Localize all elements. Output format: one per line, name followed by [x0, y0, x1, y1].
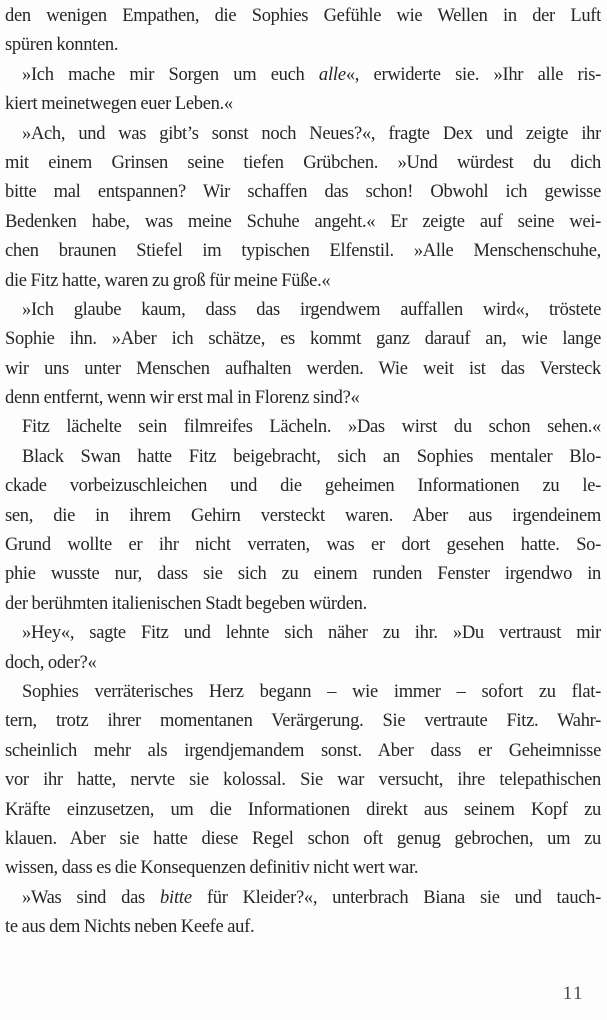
text-segment: »Ach, und was gibt’s sonst noch Neues?«, fragte Dex und zeigte ihr [22, 123, 601, 144]
text-line [5, 590, 601, 619]
text-segment: kiert meinetwegen euer Leben.« [5, 94, 233, 115]
text-segment: für Kleider?«, unterbrach Biana sie und tauch- [191, 887, 601, 908]
text-segment: Kräfte einzusetzen, um die Informationen direkt aus seinem Kopf zu [5, 799, 601, 820]
text-line [5, 913, 601, 942]
text-segment: Sophie ihn. »Aber ich schätze, es kommt ganz darauf an, wie lange [5, 329, 601, 350]
text-segment: te aus dem Nichts neben Keefe auf. [5, 917, 255, 938]
text-segment: denn entfernt, wenn wir erst mal in Florenz sind?« [5, 388, 360, 409]
text-line [5, 237, 601, 266]
text-line [5, 267, 601, 296]
text-line [5, 120, 601, 149]
text-segment: den wenigen Empathen, die Sophies Gefühle wie Wellen in der Luft [5, 6, 601, 26]
text-segment: »Ich glaube kaum, dass das irgendwem auffallen wird«, tröstete [22, 299, 601, 320]
text-line [5, 796, 601, 825]
text-line [5, 560, 601, 589]
text-line [5, 472, 601, 501]
text-segment: wissen, dass es die Konsequenzen definitiv nicht wert war. [5, 858, 419, 879]
text-segment: bitte mal entspannen? Wir schaffen das schon! Obwohl ich gewisse [5, 182, 601, 203]
text-segment: vor ihr hatte, nervte sie kolossal. Sie war versucht, ihre telepathischen [5, 770, 601, 791]
text-line [5, 649, 601, 678]
text-segment: «, erwiderte sie. »Ihr alle ris- [345, 64, 601, 85]
text-line [5, 825, 601, 854]
text-segment: tern, trotz ihrer momentanen Verärgerung. Sie vertraute Fitz. Wahr- [5, 711, 601, 732]
text-line [5, 707, 601, 736]
text-line [5, 90, 601, 119]
text-line [5, 502, 601, 531]
text-line [5, 443, 601, 472]
text-segment: sen, die in ihrem Gehirn versteckt waren. Aber aus irgendeinem [5, 505, 601, 526]
text-segment: Sophies verräterisches Herz begann – wie immer – sofort zu flat- [22, 681, 601, 702]
text-line [5, 355, 601, 384]
text-segment: »Ich mache mir Sorgen um euch [22, 64, 319, 85]
text-segment: Fitz lächelte sein filmreifes Lächeln. »Das wirst du schon sehen.« [22, 417, 601, 438]
text-segment: Grund wollte er ihr nicht verraten, was er dort gesehen hatte. So- [5, 535, 601, 556]
text-line [5, 2, 601, 31]
text-segment: klauen. Aber sie hatte diese Regel schon oft genug gebrochen, um zu [5, 828, 601, 849]
text-line [5, 766, 601, 795]
text-line [5, 619, 601, 648]
text-segment: ckade vorbeizuschleichen und die geheimen Informationen zu le- [5, 476, 601, 497]
text-segment: chen braunen Stiefel im typischen Elfenstil. »Alle Menschenschuhe, [5, 241, 601, 262]
page-number: 11 [562, 983, 584, 1004]
text-segment: der berühmten italienischen Stadt begeben würden. [5, 593, 367, 614]
text-segment: doch, oder?« [5, 652, 97, 673]
text-segment: »Was sind das [22, 887, 160, 908]
text-segment: wir uns unter Menschen aufhalten werden. Wie weit ist das Versteck [5, 358, 601, 379]
text-segment: spüren konnten. [5, 35, 119, 56]
italic-text-segment: alle [318, 64, 346, 85]
text-segment: scheinlich mehr als irgendjemandem sonst. Aber dass er Geheimnisse [5, 740, 601, 761]
text-line [5, 384, 601, 413]
text-line [5, 678, 601, 707]
text-line [5, 178, 601, 207]
text-line [5, 296, 601, 325]
page-text [5, 2, 601, 943]
text-segment: »Hey«, sagte Fitz und lehnte sich näher zu ihr. »Du vertraust mir [22, 623, 601, 644]
text-line [5, 737, 601, 766]
text-line [5, 325, 601, 354]
text-line [5, 31, 601, 60]
text-line [5, 149, 601, 178]
text-line [5, 884, 601, 913]
text-segment: Bedenken habe, was meine Schuhe angeht.« Er zeigte auf seine wei- [5, 211, 601, 232]
text-segment: Black Swan hatte Fitz beigebracht, sich an Sophies mentaler Blo- [22, 446, 601, 467]
text-line [5, 854, 601, 883]
text-line [5, 61, 601, 90]
text-line [5, 413, 601, 442]
text-line [5, 531, 601, 560]
text-segment: die Fitz hatte, waren zu groß für meine Füße.« [5, 270, 331, 291]
text-segment: mit einem Grinsen seine tiefen Grübchen. »Und würdest du dich [5, 152, 601, 173]
text-segment: phie wusste nur, dass sie sich zu einem runden Fenster irgendwo in [5, 564, 601, 585]
italic-text-segment: bitte [159, 887, 192, 908]
text-line [5, 208, 601, 237]
